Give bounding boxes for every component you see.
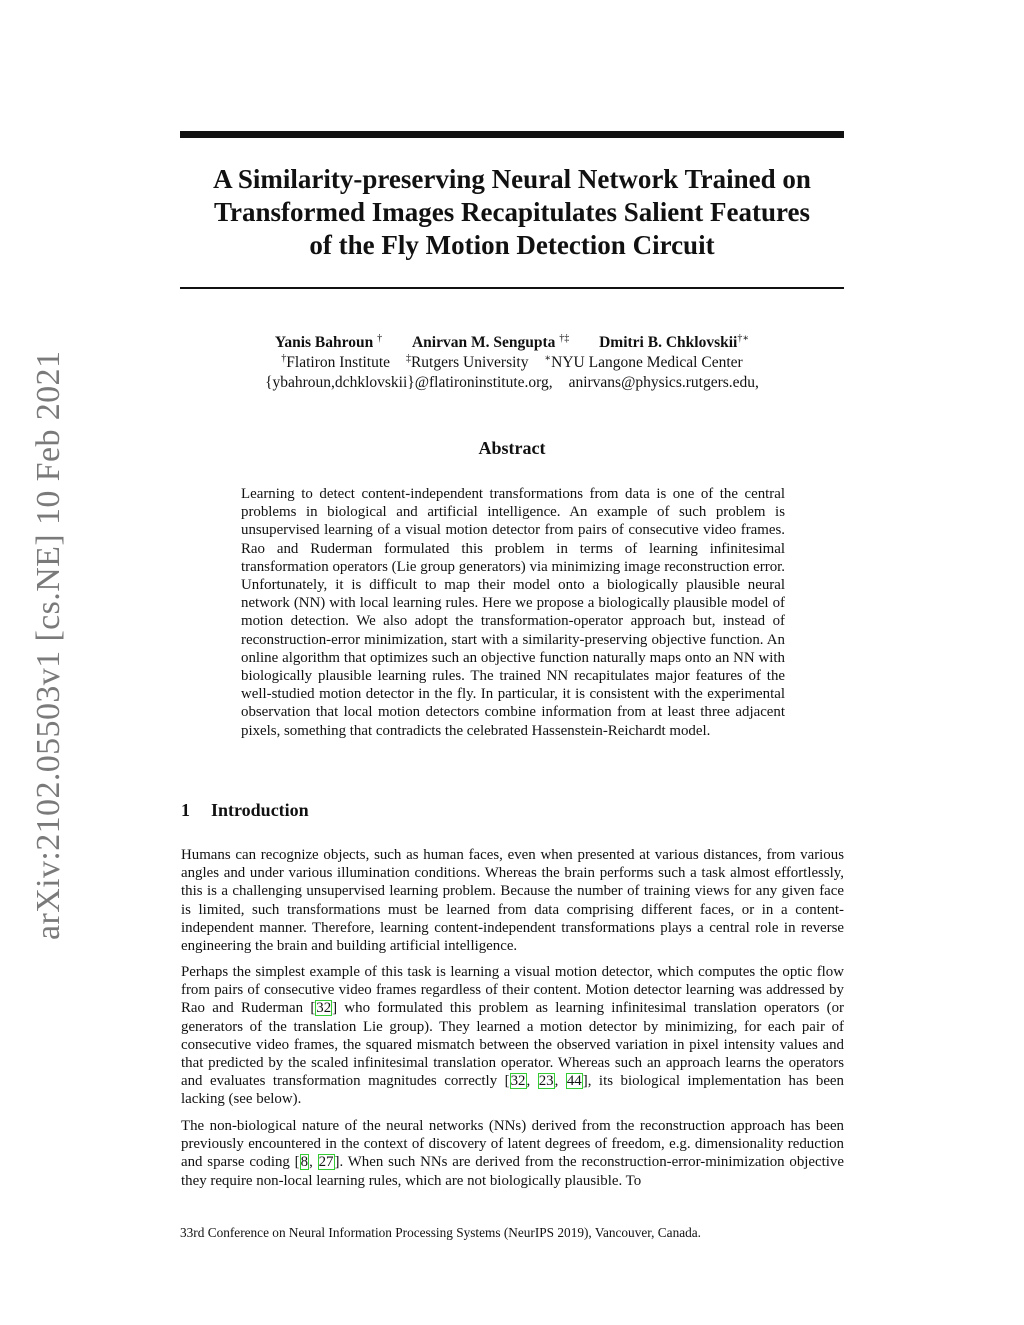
affiliation-mark: ‡	[405, 353, 411, 364]
section-heading	[181, 800, 309, 821]
title-bottom-rule	[180, 287, 844, 289]
abstract-heading: Abstract	[478, 438, 546, 458]
affiliation-mark: †	[377, 333, 383, 344]
title-top-rule	[180, 131, 844, 138]
citation-separator: ,	[526, 1073, 538, 1090]
title-line: A Similarity-preserving Neural Network Trained on	[213, 164, 811, 194]
author-name: Yanis Bahroun	[274, 334, 374, 351]
title-line: Transformed Images Recapitulates Salient Features	[214, 197, 810, 227]
affiliation-mark: ∗	[544, 353, 552, 364]
citation-link[interactable]: 23	[538, 1073, 554, 1090]
title-line: of the Fly Motion Detection Circuit	[309, 230, 715, 260]
citation-separator: ,	[554, 1073, 566, 1090]
citation-link[interactable]: 44	[566, 1073, 582, 1090]
citation-separator: ,	[309, 1154, 318, 1171]
author-names	[180, 333, 844, 353]
author-block	[180, 333, 844, 393]
intro-paragraph-2	[181, 963, 844, 1109]
affiliation-mark: †∗	[737, 333, 750, 344]
paragraph-text: Perhaps the simplest example of this task is learning a visual motion detector, which computes the optic flow from pairs of consecutive video frames regardless of their content. Motion detector learning was addressed by Rao and Ruderman [	[181, 964, 844, 1017]
author-emails	[180, 373, 844, 393]
arxiv-identifier: arXiv:2102.05503v1 [cs.NE] 10 Feb 2021	[30, 350, 67, 940]
paragraph-text: ] who formulated this problem as learning infinitesimal translation operators (or generators of the translation Lie group). They learned a motion detector by minimizing, for each pair of consecutive video frames, the squared mismatch between the observed variation in pixel intensity values and that predicted by the scaled infinitesimal translation operator. Whereas such an approach learns the operators and evaluates transformation magnitudes correctly [	[181, 1000, 844, 1090]
section-title: Introduction	[211, 800, 309, 820]
affiliation-mark: †	[281, 353, 287, 364]
email[interactable]: {ybahroun,dchklovskii}@flatironinstitute.org,	[265, 374, 553, 391]
intro-paragraph-3	[181, 1117, 844, 1190]
affiliation: Flatiron Institute	[286, 354, 391, 371]
conference-footnote: 33rd Conference on Neural Information Processing Systems (NeurIPS 2019), Vancouver, Canada.	[180, 1225, 701, 1240]
citation-link[interactable]: 27	[318, 1154, 334, 1171]
author-name: Anirvan M. Sengupta	[411, 334, 556, 351]
citation-link[interactable]: 8	[300, 1154, 309, 1171]
section-number: 1	[181, 800, 190, 820]
author-name: Dmitri B. Chklovskii	[599, 334, 738, 351]
affiliation: NYU Langone Medical Center	[551, 354, 743, 371]
paragraph-text: ], its biological implementation has been lacking (see below).	[181, 1073, 844, 1108]
paper-title	[180, 163, 844, 262]
email[interactable]: anirvans@physics.rutgers.edu,	[568, 374, 759, 391]
paragraph-text: ]. When such NNs are derived from the reconstruction-error-minimization objective they require non-local learning rules, which are not biologically plausible. To	[181, 1154, 844, 1189]
affiliation: Rutgers University	[410, 354, 529, 371]
citation-link[interactable]: 32	[510, 1073, 526, 1090]
affiliations	[180, 353, 844, 373]
abstract-text: Learning to detect content-independent transformations from data is one of the central problems in biological and artificial intelligence. An example of such problem is unsupervised learning of a visual motion detector from pairs of consecutive video frames. Rao and Ruderman formulated this problem in terms of learning infinitesimal transformation operators (Lie group generators) via minimizing image reconstruction error. Unfortunately, it is difficult to map their model onto a biologically plausible neural network (NN) with local learning rules. Here we propose a biologically plausible model of motion detection. We also adopt the transformation-operator approach but, instead of reconstruction-error minimization, start with a similarity-preserving objective function. An online algorithm that optimizes such an objective function naturally maps onto an NN with biologically plausible learning rules. The trained NN recapitulates major features of the well-studied motion detector in the fly. In particular, it is consistent with the experimental observation that local motion detectors combine information from at least three adjacent pixels, something that contradicts the celebrated Hassenstein-Reichardt model.	[241, 486, 785, 739]
affiliation-mark: †‡	[559, 333, 570, 344]
intro-paragraph-1: Humans can recognize objects, such as human faces, even when presented at various distances, from various angles and under various illumination conditions. Whereas the brain performs such a task almost effortlessly, this is a challenging unsupervised learning problem. Because the number of training views for any given face is limited, such transformations must be learned from data comprising different faces, or in a content-independent manner. Therefore, learning content-independent transformations plays a central role in reverse engineering the brain and building artificial intelligence.	[181, 847, 844, 955]
paragraph-text: The non-biological nature of the neural networks (NNs) derived from the reconstruction approach has been previously encountered in the context of discovery of latent degrees of freedom, e.g. dimensionality reduction and sparse coding [	[181, 1118, 844, 1171]
citation-link[interactable]: 32	[316, 1000, 332, 1017]
